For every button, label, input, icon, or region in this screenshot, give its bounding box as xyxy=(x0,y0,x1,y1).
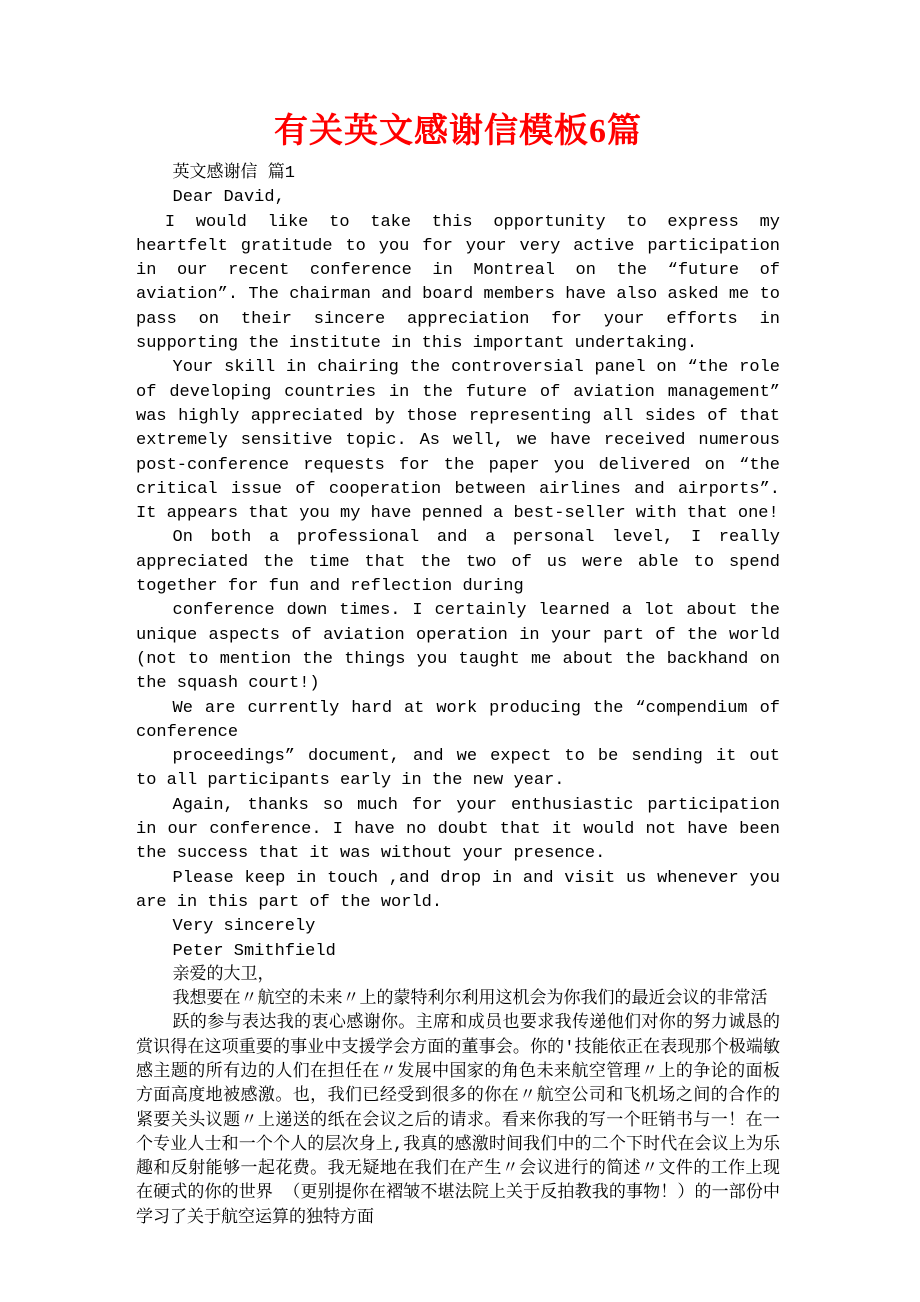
chinese-paragraph: 跃的参与表达我的衷心感谢你。主席和成员也要求我传递他们对你的努力诚恳的赏识得在这项重要的事业中支援学会方面的董事会。你的'技能依正在表现那个极端敏感主题的所有边的人们在担任在〃发展中国家的角色未来航空管理〃上的争论的面板方面高度地被感激。也，我们已经受到很多的你在〃航空公司和飞机场之间的合作的紧要关头议题〃上递送的纸在会议之后的请求。看来你我的写一个旺销书与一！在一个专业人士和一个个人的层次身上,我真的感激时间我们中的二个下时代在会议上为乐趣和反射能够一起花费。我无疑地在我们在产生〃会议进行的简述〃文件的工作上现在硬式的你的世界 （更别提你在褶皱不堪法院上关于反拍教我的事物！）的一部份中学习了关于航空运算的独特方面 xyxy=(136,1014,780,1228)
chinese-salutation-line: 亲爱的大卫， xyxy=(172,965,275,985)
letter-paragraph: proceedings” document, and we expect to be sending it out to all participants early in the new year. xyxy=(136,747,780,791)
letter-paragraph: Again, thanks so much for your enthusiastic participation in our conference. I have no doubt that it would not have been the success that it was without your presence. xyxy=(136,795,780,864)
salutation-line: Dear David, xyxy=(172,188,285,208)
letter-paragraph: I would like to take this opportunity to express my heartfelt gratitude to you for your very active participation in our recent conference in Montreal on the “future of aviation”. The chairman and board members have also asked me to pass on their sincere appreciation for your efforts in supporting the institute in this important undertaking. xyxy=(136,212,780,354)
chinese-paragraph: 我想要在〃航空的未来〃上的蒙特利尔利用这机会为你我们的最近会议的非常活 xyxy=(172,990,768,1010)
signature-line: Peter Smithfield xyxy=(172,941,336,961)
section-label: 英文感谢信 篇1 xyxy=(172,164,295,183)
letter-paragraph: Please keep in touch ,and drop in and visit us whenever you are in this part of the world. xyxy=(136,868,780,912)
letter-paragraph: conference down times. I certainly learned a lot about the unique aspects of aviation operation in your part of the world (not to mention the things you taught me about the backhand on the squash court!) xyxy=(136,601,780,694)
letter-paragraph: On both a professional and a personal level, I really appreciated the time that the two of us were able to spend together for fun and reflection during xyxy=(136,528,780,597)
letter-paragraph: Your skill in chairing the controversial panel on “the role of developing countries in the future of aviation management” was highly appreciated by those representing all sides of that extremely sensitive topic. As well, we have received numerous post-conference requests for the paper you delivered on “the critical issue of cooperation between airlines and airports”. It appears that you my have penned a best-seller with that one! xyxy=(136,358,780,524)
document-body xyxy=(136,162,780,1231)
letter-paragraph: We are currently hard at work producing the “compendium of conference xyxy=(136,698,780,742)
closing-line: Very sincerely xyxy=(172,917,316,937)
page-title: 有关英文感谢信模板6篇 xyxy=(274,113,642,150)
